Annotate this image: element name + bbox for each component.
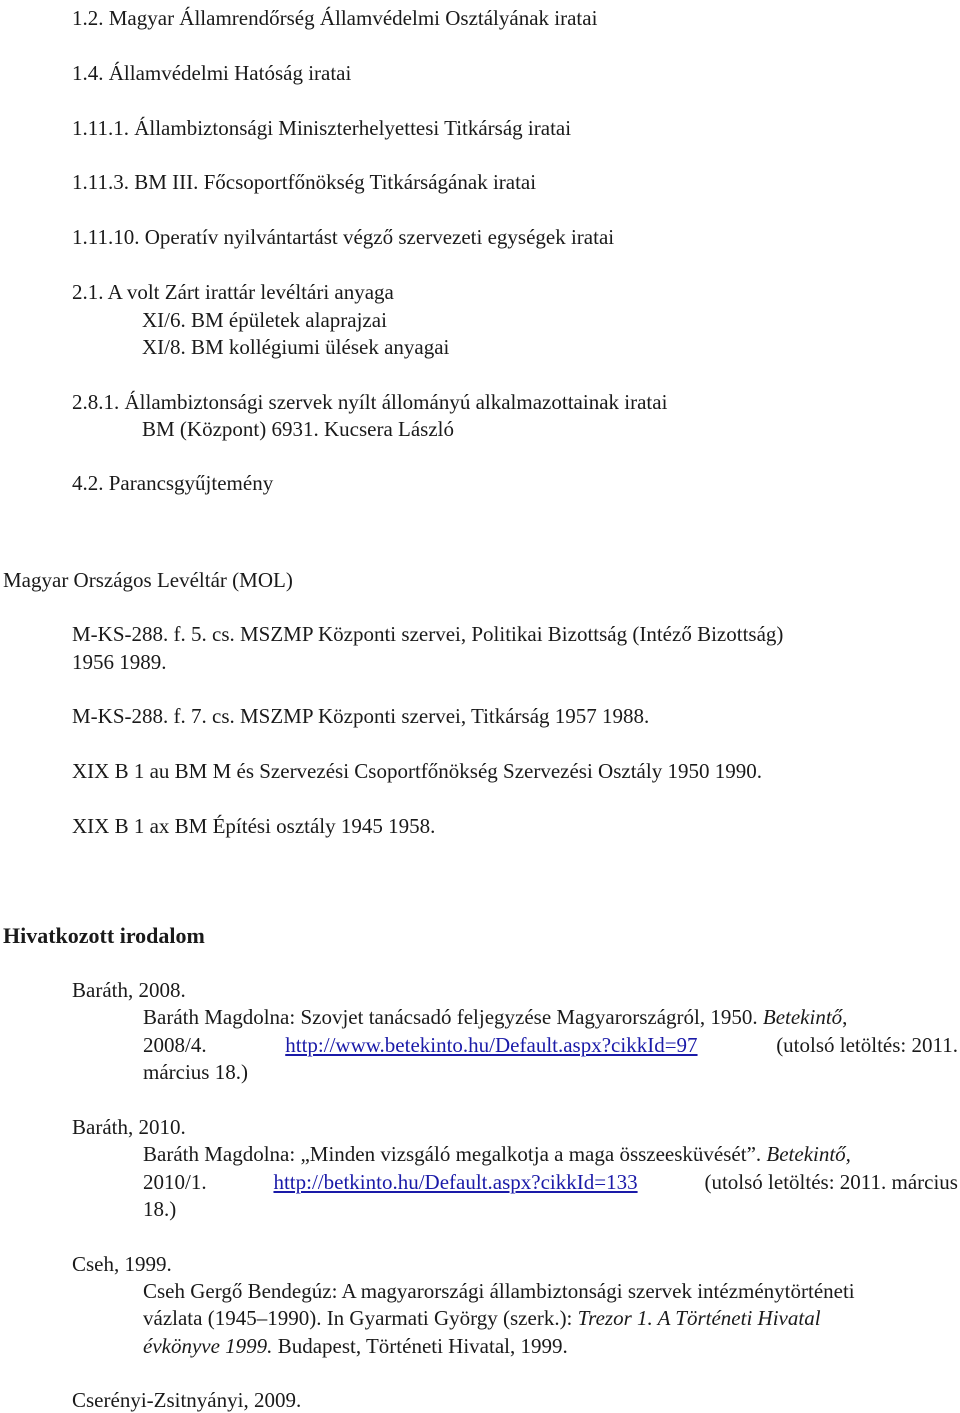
mol-item: XIX B 1 ax BM Építési osztály 1945 1958. — [72, 814, 436, 838]
mol-item: XIX B 1 au BM M és Szervezési Csoportfőnökség Szervezési Osztály 1950 1990. — [72, 759, 762, 783]
journal-title: Betekintő, — [766, 1142, 851, 1166]
archive-item: 1.11.1. Állambiztonsági Miniszterhelyettesi Titkárság iratai — [72, 116, 572, 140]
reference-issue: 2008/4. — [143, 1033, 207, 1057]
reference-line — [143, 1144, 851, 1165]
reference-access-note: (utolsó letöltés: 2011. — [776, 1033, 958, 1057]
reference-publisher: Budapest, Történeti Hivatal, 1999. — [277, 1334, 568, 1358]
archive-item: 1.11.3. BM III. Főcsoportfőnökség Titkárságának iratai — [72, 170, 537, 194]
reference-line — [143, 1035, 958, 1056]
mol-item-continuation: 1956 1989. — [72, 650, 167, 674]
literature-heading: Hivatkozott irodalom — [3, 923, 205, 948]
archive-item: 2.1. A volt Zárt irattár levéltári anyaga — [72, 280, 394, 304]
archive-subitem: BM (Központ) 6931. Kucsera László — [142, 417, 455, 441]
reference-key: Cserényi-Zsitnyányi, 2009. — [72, 1388, 302, 1412]
archive-item: 1.11.10. Operatív nyilvántartást végző szervezeti egységek iratai — [72, 225, 615, 249]
reference-key: Baráth, 2008. — [72, 978, 186, 1002]
reference-text: Baráth Magdolna: Szovjet tanácsadó feljegyzése Magyarországról, 1950. — [143, 1005, 758, 1029]
journal-title: Betekintő — [762, 1005, 843, 1029]
reference-line — [143, 1308, 821, 1329]
reference-text: vázlata (1945–1990). In Gyarmati György (szerk.): — [143, 1306, 573, 1330]
reference-line — [143, 1336, 568, 1357]
reference-key: Baráth, 2010. — [72, 1115, 186, 1139]
reference-text: Baráth Magdolna: „Minden vizsgáló megalkotja a maga összeesküvését”. — [143, 1142, 762, 1166]
reference-link[interactable]: http://betkinto.hu/Default.aspx?cikkId=133 — [273, 1170, 638, 1194]
reference-link[interactable]: http://www.betekinto.hu/Default.aspx?cikkId=97 — [285, 1033, 698, 1057]
reference-line: Cseh Gergő Bendegúz: A magyarországi állambiztonsági szervek intézménytörténeti — [143, 1279, 855, 1303]
section-title: Magyar Országos Levéltár (MOL) — [3, 568, 293, 592]
archive-item: 4.2. Parancsgyűjtemény — [72, 471, 274, 495]
reference-issue: 2010/1. — [143, 1170, 207, 1194]
reference-line: 18.) — [143, 1197, 177, 1221]
archive-subitem: XI/8. BM kollégiumi ülések anyagai — [142, 335, 450, 359]
archive-subitem: XI/6. BM épületek alaprajzai — [142, 308, 387, 332]
archive-item: 2.8.1. Állambiztonsági szervek nyílt állományú alkalmazottainak iratai — [72, 390, 668, 414]
mol-item: M-KS-288. f. 5. cs. MSZMP Központi szervei, Politikai Bizottság (Intéző Bizottság) — [72, 622, 784, 646]
reference-line — [143, 1007, 847, 1028]
reference-line: március 18.) — [143, 1060, 248, 1084]
book-title: évkönyve 1999. — [143, 1334, 273, 1358]
archive-item: 1.2. Magyar Államrendőrség Államvédelmi Osztályának iratai — [72, 6, 598, 30]
mol-item: M-KS-288. f. 7. cs. MSZMP Központi szervei, Titkárság 1957 1988. — [72, 704, 650, 728]
book-title: Trezor 1. A Történeti Hivatal — [577, 1306, 821, 1330]
reference-key: Cseh, 1999. — [72, 1252, 172, 1276]
reference-access-note: (utolsó letöltés: 2011. március — [704, 1170, 958, 1194]
archive-item: 1.4. Államvédelmi Hatóság iratai — [72, 61, 352, 85]
reference-line — [143, 1172, 958, 1193]
reference-punct: , — [842, 1005, 848, 1029]
